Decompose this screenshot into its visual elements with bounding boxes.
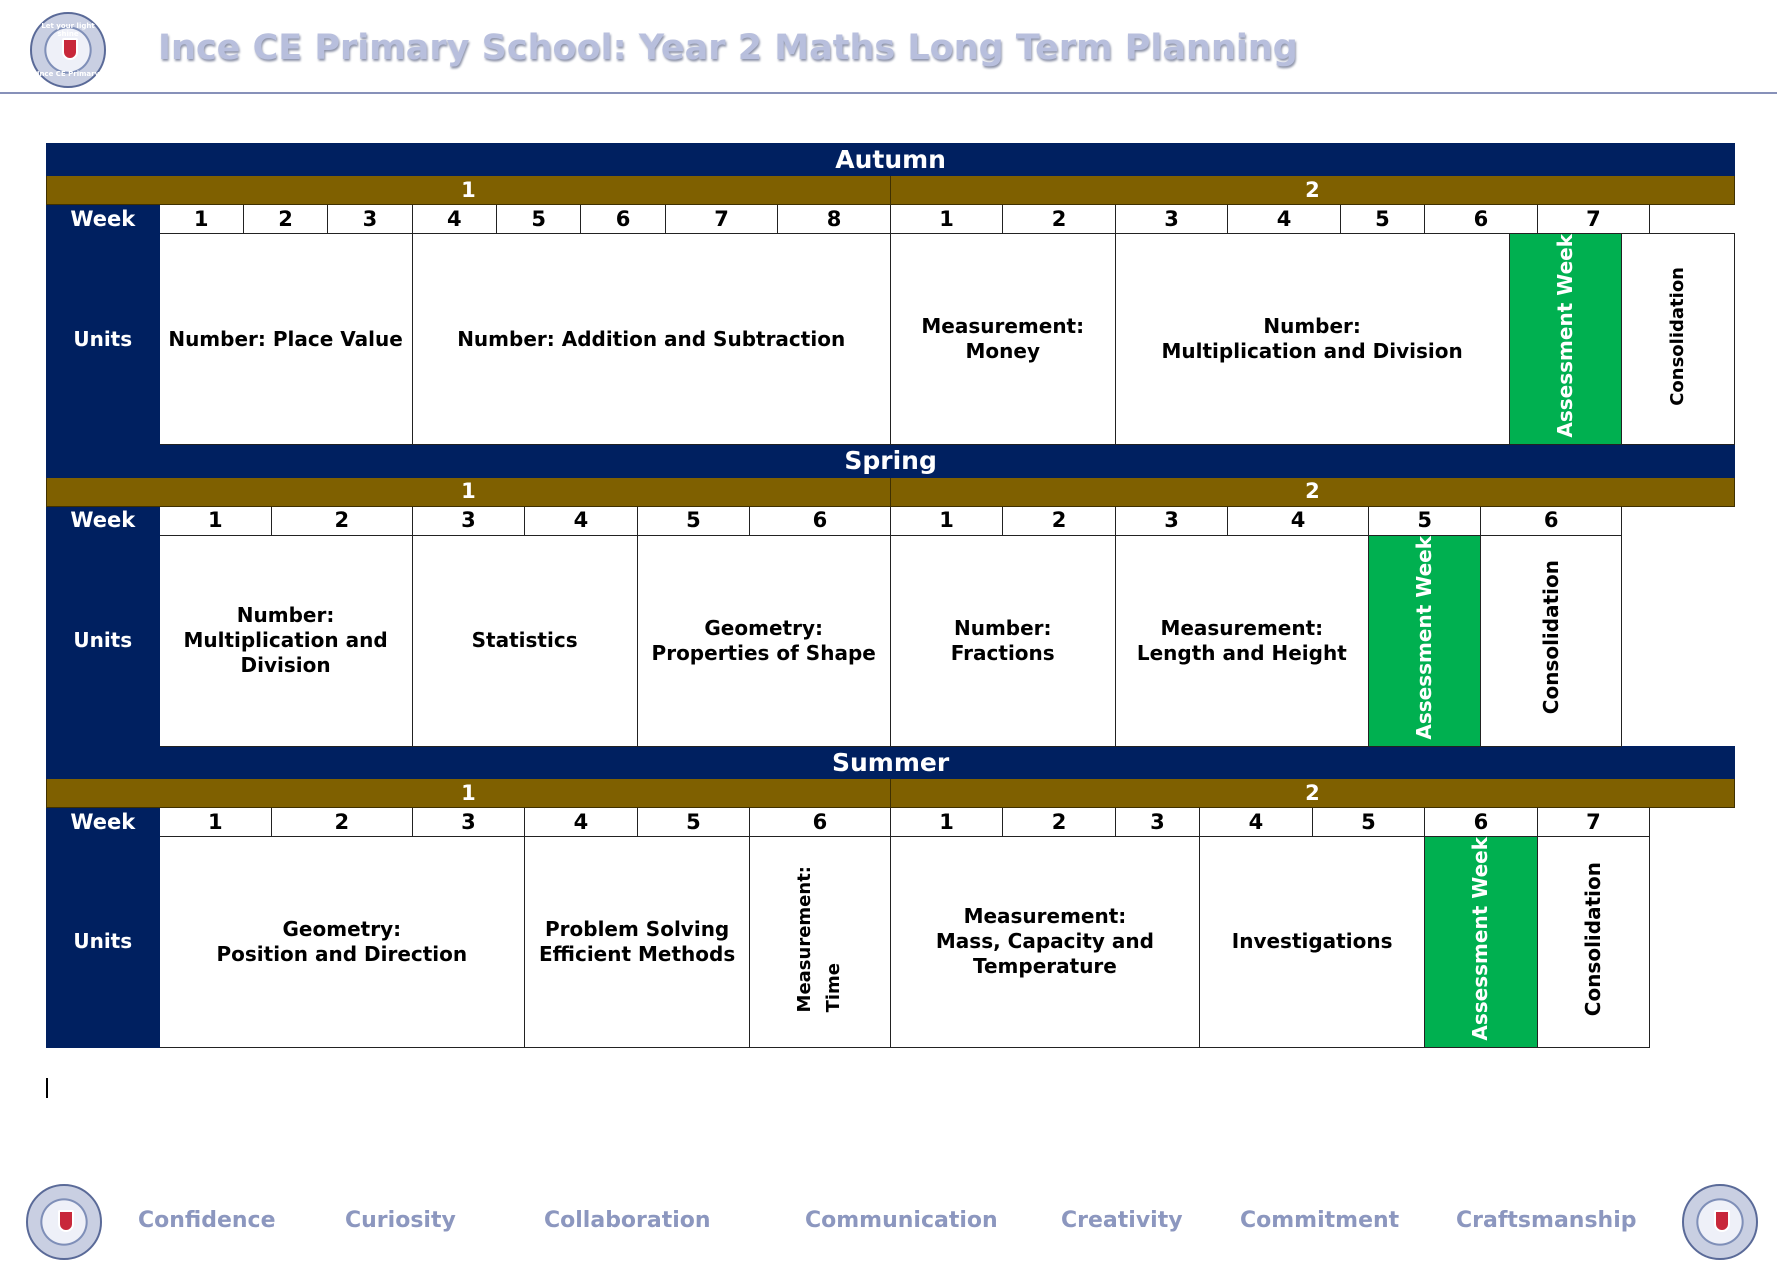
logo-school-name: Ince CE Primary	[36, 70, 100, 78]
term-name: Autumn	[47, 144, 1735, 176]
term-name: Spring	[47, 445, 1735, 477]
week-number: 8	[778, 205, 891, 234]
footer-logo-left	[26, 1184, 102, 1260]
school-logo	[30, 12, 106, 88]
header-divider	[0, 92, 1777, 94]
term-header-autumn	[47, 144, 1735, 176]
week-number: 2	[1003, 506, 1116, 535]
units-label: Units	[47, 234, 160, 445]
long-term-plan-table	[46, 143, 1735, 1048]
value-communication: Communication	[805, 1208, 998, 1233]
week-number: 5	[497, 205, 581, 234]
unit-consolidation	[1481, 535, 1622, 746]
units-row	[47, 535, 1735, 746]
week-number: 6	[1481, 506, 1622, 535]
value-creativity: Creativity	[1061, 1208, 1183, 1233]
week-label: Week	[47, 205, 160, 234]
unit-line: Money	[965, 339, 1040, 364]
week-number: 7	[1537, 205, 1650, 234]
week-number: 5	[637, 506, 750, 535]
value-craftsmanship: Craftsmanship	[1456, 1208, 1637, 1233]
week-number: 4	[1200, 807, 1313, 836]
unit-line: Temperature	[973, 954, 1117, 979]
week-number: 6	[1425, 807, 1538, 836]
half-term-label: 1	[47, 778, 891, 807]
week-number: 3	[1115, 205, 1228, 234]
week-number: 5	[1312, 807, 1425, 836]
unit-line: Geometry:	[282, 916, 402, 941]
units-row	[47, 234, 1735, 445]
assessment-week-text: Assessment Week	[1552, 234, 1577, 439]
page-title: Ince CE Primary School: Year 2 Maths Long Term Planning	[158, 28, 1298, 68]
unit-line: Efficient Methods	[539, 941, 736, 966]
half-term-label: 2	[890, 778, 1734, 807]
consolidation-text: Consolidation	[1666, 266, 1688, 406]
unit-assessment-week	[1509, 234, 1622, 445]
week-row	[47, 205, 1735, 234]
week-number: 1	[890, 506, 1003, 535]
half-term-row	[47, 477, 1735, 506]
value-curiosity: Curiosity	[345, 1208, 456, 1233]
week-number: 1	[890, 205, 1003, 234]
week-number: 1	[159, 807, 272, 836]
logo-motto: Let your light shine	[41, 22, 95, 38]
text-cursor	[46, 1078, 48, 1098]
week-number: 4	[1228, 205, 1341, 234]
week-number: 4	[412, 205, 496, 234]
week-number: 2	[243, 205, 327, 234]
assessment-week-text: Assessment Week	[1412, 535, 1437, 740]
unit-money	[890, 234, 1115, 445]
week-number: 2	[1003, 807, 1116, 836]
term-name: Summer	[47, 746, 1735, 778]
unit-investigations: Investigations	[1200, 836, 1425, 1047]
unit-assessment-week	[1425, 836, 1538, 1047]
week-row	[47, 807, 1735, 836]
units-row	[47, 836, 1735, 1047]
unit-line: Number:	[953, 615, 1052, 640]
half-term-label: 1	[47, 176, 891, 205]
unit-line: Measurement:	[921, 314, 1085, 339]
week-number: 3	[412, 506, 525, 535]
consolidation-text: Consolidation	[1580, 861, 1605, 1016]
unit-line: Multiplication and Division	[1161, 339, 1463, 364]
week-number: 3	[1115, 506, 1228, 535]
week-number: 1	[159, 506, 272, 535]
week-number: 7	[1537, 807, 1650, 836]
week-number: 4	[525, 807, 638, 836]
unit-multiplication-division	[159, 535, 412, 746]
unit-line: Problem Solving	[545, 916, 730, 941]
unit-line: Geometry:	[704, 615, 823, 640]
week-number: 6	[1425, 205, 1538, 234]
unit-line: Number:	[236, 603, 335, 627]
units-label: Units	[47, 535, 160, 746]
unit-fractions	[890, 535, 1115, 746]
unit-line: Number:	[1263, 314, 1361, 339]
crest-icon	[62, 38, 78, 60]
half-term-row	[47, 176, 1735, 205]
unit-consolidation	[1622, 234, 1735, 445]
assessment-week-text: Assessment Week	[1468, 836, 1493, 1041]
crest-icon	[1714, 1210, 1730, 1232]
unit-mass-capacity-temperature	[890, 836, 1199, 1047]
week-number: 2	[272, 807, 413, 836]
week-number: 3	[412, 807, 525, 836]
week-number: 7	[665, 205, 778, 234]
unit-line: Measurement:	[1160, 615, 1324, 640]
unit-time-line: Time	[823, 962, 845, 1012]
unit-consolidation	[1537, 836, 1650, 1047]
week-number: 3	[1115, 807, 1199, 836]
value-collaboration: Collaboration	[544, 1208, 711, 1233]
unit-time	[750, 836, 891, 1047]
unit-length-height	[1115, 535, 1368, 746]
term-header-summer	[47, 746, 1735, 778]
half-term-label: 2	[890, 176, 1734, 205]
unit-time-line: Measurement:	[793, 865, 815, 1012]
unit-properties-of-shape	[637, 535, 890, 746]
unit-line: Mass, Capacity and	[935, 929, 1154, 954]
half-term-row	[47, 778, 1735, 807]
week-number: 5	[1368, 506, 1481, 535]
week-number: 6	[581, 205, 665, 234]
half-term-label: 2	[890, 477, 1734, 506]
week-number: 1	[890, 807, 1003, 836]
term-header-spring	[47, 445, 1735, 477]
footer-logo-right	[1682, 1184, 1758, 1260]
week-number: 5	[1340, 205, 1424, 234]
units-label: Units	[47, 836, 160, 1047]
unit-problem-solving	[525, 836, 750, 1047]
week-label: Week	[47, 807, 160, 836]
week-number: 5	[637, 807, 750, 836]
week-number: 4	[525, 506, 638, 535]
unit-line: Position and Direction	[216, 941, 468, 966]
consolidation-text: Consolidation	[1538, 560, 1563, 715]
crest-icon	[58, 1210, 74, 1232]
week-number: 2	[272, 506, 413, 535]
week-number: 6	[750, 807, 891, 836]
week-label: Week	[47, 506, 160, 535]
unit-line: Multiplication and Division	[183, 628, 388, 677]
unit-line: Fractions	[950, 640, 1055, 665]
unit-addition-subtraction: Number: Addition and Subtraction	[412, 234, 890, 445]
unit-assessment-week	[1368, 535, 1481, 746]
value-confidence: Confidence	[138, 1208, 276, 1233]
unit-position-direction	[159, 836, 525, 1047]
week-number: 6	[750, 506, 891, 535]
unit-line: Measurement:	[963, 904, 1127, 929]
week-number: 3	[328, 205, 412, 234]
unit-line: Length and Height	[1136, 640, 1347, 665]
value-commitment: Commitment	[1240, 1208, 1400, 1233]
unit-multiplication-division	[1115, 234, 1509, 445]
unit-statistics: Statistics	[412, 535, 637, 746]
week-number: 1	[159, 205, 243, 234]
week-number: 2	[1003, 205, 1116, 234]
unit-line: Properties of Shape	[651, 640, 876, 665]
half-term-label: 1	[47, 477, 891, 506]
unit-place-value: Number: Place Value	[159, 234, 412, 445]
week-number: 4	[1228, 506, 1369, 535]
week-row	[47, 506, 1735, 535]
